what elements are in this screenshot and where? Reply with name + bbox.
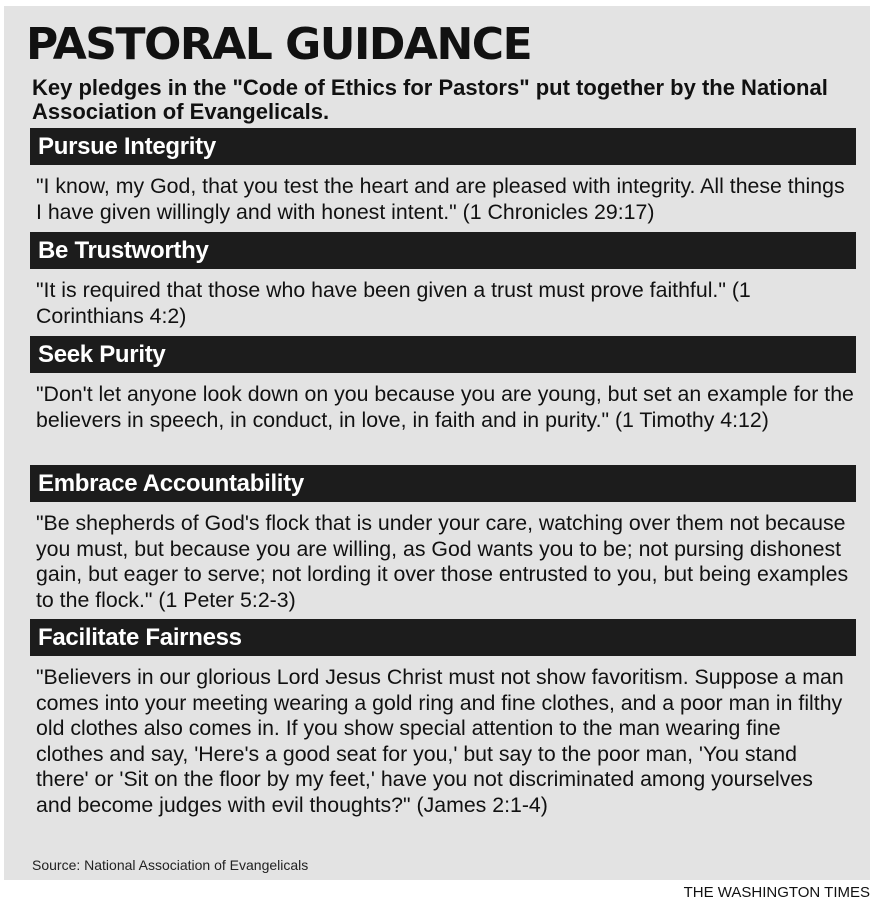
section-text-be-trustworthy: "It is required that those who have been given a trust must prove faithful." (1 Corinthians 4:2)	[36, 278, 751, 328]
section-text-seek-purity: "Don't let anyone look down on you because you are young, but set an example for the believers in speech, in conduct, in love, in faith and in purity." (1 Timothy 4:12)	[36, 382, 854, 432]
section-heading-embrace-accountability: Embrace Accountability	[30, 465, 856, 502]
section-heading-seek-purity: Seek Purity	[30, 336, 856, 373]
graphic-panel	[4, 6, 870, 880]
graphic-subtitle: Key pledges in the "Code of Ethics for Pastors" put together by the National Association of Evangelicals.	[32, 75, 828, 124]
graphic-title: PASTORAL GUIDANCE	[26, 19, 532, 70]
section-text-facilitate-fairness: "Believers in our glorious Lord Jesus Christ must not show favoritism. Suppose a man comes into your meeting wearing a gold ring and fine clothes, and a poor man in filthy old clothes also comes in. If you show special attention to the man wearing fine clothes and say, 'Here's a good seat for you,' but say to the poor man, 'You stand there' or 'Sit on the floor by my feet,' have you not discriminated among yourselves and become judges with evil thoughts?" (James 2:1-4)	[36, 665, 844, 817]
section-heading-pursue-integrity: Pursue Integrity	[30, 128, 856, 165]
publisher-credit: THE WASHINGTON TIMES	[683, 884, 870, 901]
section-text-embrace-accountability: "Be shepherds of God's flock that is under your care, watching over them not because you must, but because you are willing, as God wants you to be; not pursing dishonest gain, but eager to serve; not lording it over those entrusted to you, but being examples to the flock." (1 Peter 5:2-3)	[36, 511, 849, 612]
section-heading-be-trustworthy: Be Trustworthy	[30, 232, 856, 269]
source-note: Source: National Association of Evangelicals	[32, 857, 309, 873]
section-text-pursue-integrity: "I know, my God, that you test the heart and are pleased with integrity. All these things I have given willingly and with honest intent." (1 Chronicles 29:17)	[36, 174, 845, 224]
section-heading-facilitate-fairness: Facilitate Fairness	[30, 619, 856, 656]
